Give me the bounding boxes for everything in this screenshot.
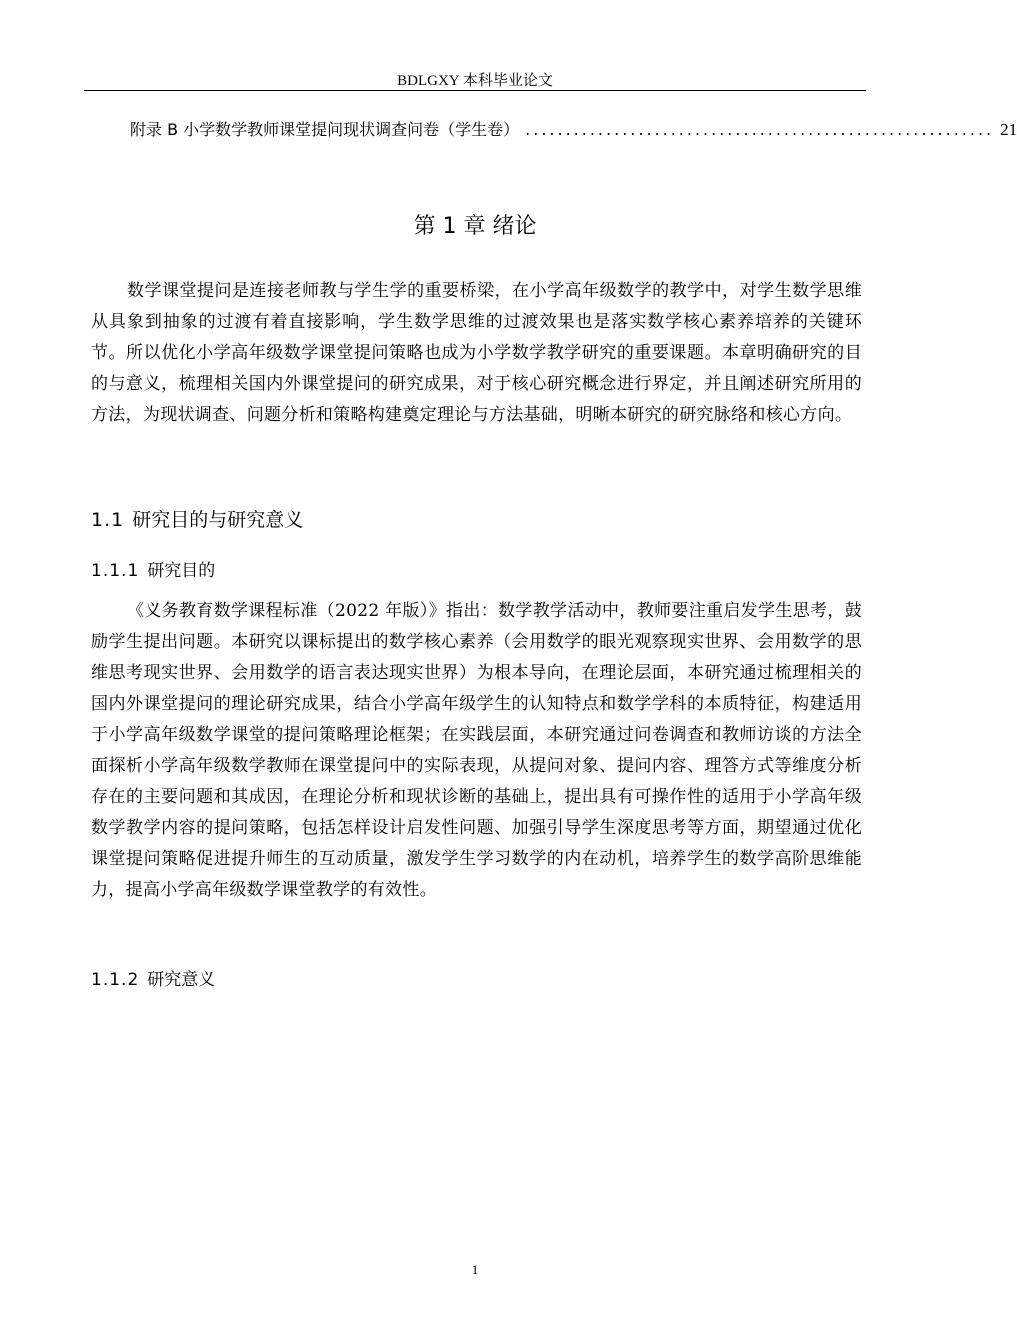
section-number: 1.1 (91, 509, 125, 531)
page-header-title: BDLGXY 本科毕业论文 (397, 73, 553, 89)
section-heading-1-1-2 (91, 967, 215, 993)
toc-entry-page-number: 21 (1000, 120, 1017, 139)
section-heading-1-1-1 (91, 558, 215, 584)
section-number: 1.1.2 (91, 970, 140, 990)
toc-entry-appendix-b[interactable] (130, 119, 1017, 141)
section-title: 研究意义 (147, 970, 216, 990)
toc-entry-label: 附录 B 小学数学教师课堂提问现状调查问卷（学生卷） (130, 120, 520, 139)
page-number: 1 (471, 1262, 479, 1277)
chapter-intro-paragraph: 数学课堂提问是连接老师教与学生学的重要桥梁，在小学高年级数学的教学中，对学生数学思维从具象到抽象的过渡有着直接影响，学生数学思维的过渡效果也是落实数学核心素养培养的关键环节。所以优化小学高年级数学课堂提问策略也成为小学数学教学研究的重要课题。本章明确研究的目的与意义，梳理相关国内外课堂提问的研究成果，对于核心研究概念进行界定，并且阐述研究所用的方法，为现状调查、问题分析和策略构建奠定理论与方法基础，明晰本研究的研究脉络和核心方向。 (91, 281, 862, 425)
section-title: 研究目的 (147, 561, 216, 581)
research-purpose-paragraph: 《义务教育数学课程标准（2022 年版）》指出：数学教学活动中，教师要注重启发学生思考，鼓励学生提出问题。本研究以课标提出的数学核心素养（会用数学的眼光观察现实世界、会用数学的思维思考现实世界、会用数学的语言表达现实世界）为根本导向，在理论层面，本研究通过梳理相关的国内外课堂提问的理论研究成果，结合小学高年级学生的认知特点和数学学科的本质特征，构建适用于小学高年级数学课堂的提问策略理论框架；在实践层面，本研究通过问卷调查和教师访谈的方法全面探析小学高年级数学教师在课堂提问中的实际表现，从提问对象、提问内容、理答方式等维度分析存在的主要问题和其成因，在理论分析和现状诊断的基础上，提出具有可操作性的适用于小学高年级数学教学内容的提问策略，包括怎样设计启发性问题、加强引导学生深度思考等方面，期望通过优化课堂提问策略促进提升师生的互动质量，激发学生学习数学的内在动机，培养学生的数学高阶思维能力，提高小学高年级数学课堂教学的有效性。 (91, 601, 862, 900)
header-divider (84, 90, 866, 91)
toc-dot-leader: .......................................................... (525, 120, 995, 139)
section-heading-1-1 (91, 506, 303, 534)
section-title: 研究目的与研究意义 (132, 509, 304, 531)
section-number: 1.1.1 (91, 561, 140, 581)
chapter-title: 第 1 章 绪论 (413, 214, 537, 239)
